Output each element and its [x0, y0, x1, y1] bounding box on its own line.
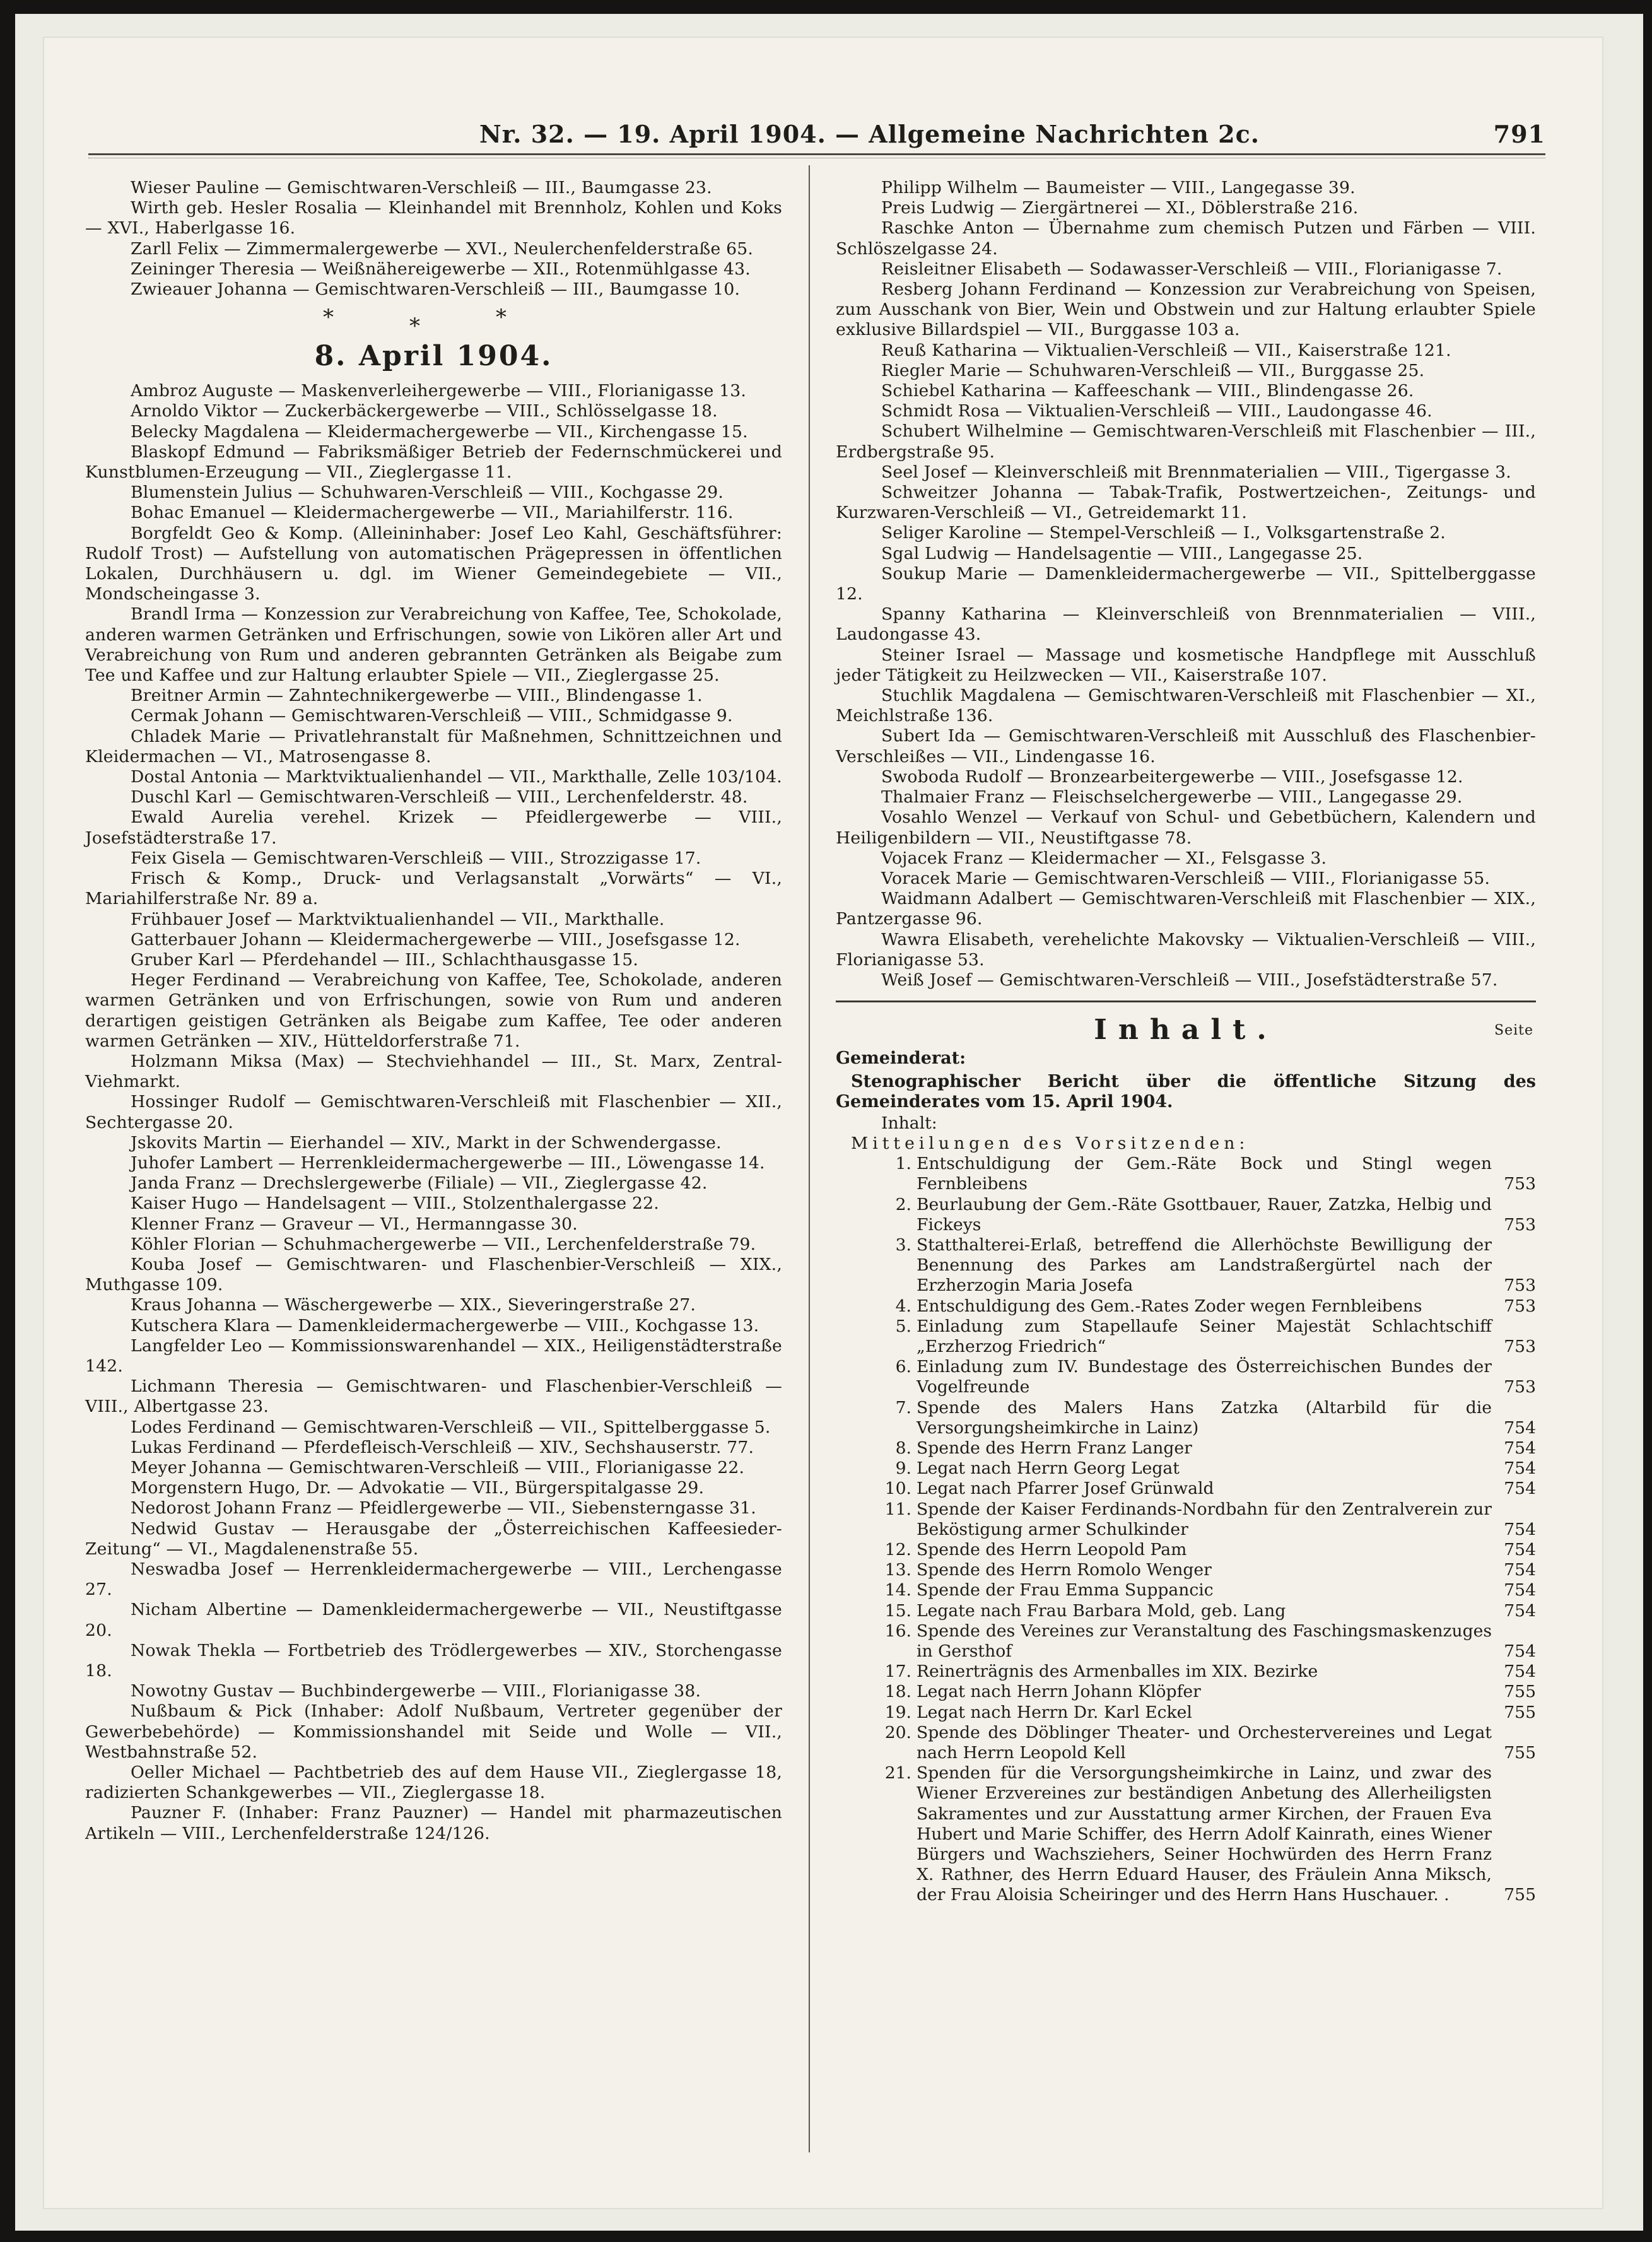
toc-item	[836, 1500, 1536, 1540]
register-entry: Jskovits Martin — Eierhandel — XIV., Markt in der Schwendergasse.	[131, 1132, 722, 1153]
register-entry: Reuß Katharina — Viktualien-Verschleiß — VII., Kaiserstraße 121.	[881, 340, 1451, 360]
toc-item-number: 11.	[884, 1499, 911, 1519]
toc-item-text: Spende der Kaiser Ferdinands-Nordbahn für den Zentralverein zur Beköstigung armer Schulkinder	[917, 1499, 1492, 1539]
register-entry: Lodes Ferdinand — Gemischtwaren-Verschleiß — VII., Spittelberggasse 5.	[131, 1417, 771, 1437]
register-entry: Frisch & Komp., Druck- und Verlagsanstalt „Vorwärts“ — VI., Mariahilferstraße Nr. 89 a.	[85, 869, 782, 909]
inhalt-title: Inhalt.	[1094, 1014, 1278, 1047]
register-entry: Arnoldo Viktor — Zuckerbäckergewerbe — VIII., Schlösselgasse 18.	[131, 401, 718, 421]
register-entry: Voracek Marie — Gemischtwaren-Verschleiß — VIII., Florianigasse 55.	[881, 868, 1491, 888]
register-entry: Stuchlik Magdalena — Gemischtwaren-Verschleiß mit Flaschenbier — XI., Meichlstraße 136.	[836, 686, 1536, 726]
register-entry: Meyer Johanna — Gemischtwaren-Verschleiß — VIII., Florianigasse 22.	[131, 1457, 745, 1477]
column-divider	[809, 165, 810, 2152]
toc-item-text: Reinerträgnis des Armenballes im XIX. Bezirke	[917, 1662, 1318, 1682]
register-entry: Zwieauer Johanna — Gemischtwaren-Verschleiß — III., Baumgasse 10.	[131, 279, 741, 300]
register-entry: Langfelder Leo — Kommissionswarenhandel — XIX., Heiligenstädterstraße 142.	[85, 1335, 782, 1376]
toc-item-text: Entschuldigung des Gem.-Rates Zoder wegen Fernbleibens	[917, 1296, 1422, 1316]
inhalt-label: Inhalt:	[881, 1113, 937, 1134]
register-entry: Seliger Karoline — Stempel-Verschleiß — I., Volksgartenstraße 2.	[881, 523, 1446, 543]
register-entry: Zeininger Theresia — Weißnähereigewerbe — XII., Rotenmühlgasse 43.	[131, 259, 751, 279]
register-entry: Hossinger Rudolf — Gemischtwaren-Verschleiß mit Flaschenbier — XII., Sechtergasse 20.	[85, 1092, 782, 1132]
toc-item-page: 754	[1504, 1539, 1536, 1559]
register-entry: Nowak Thekla — Fortbetrieb des Trödlergewerbes — XIV., Storchengasse 18.	[85, 1640, 782, 1681]
register-entry: Kouba Josef — Gemischtwaren- und Flaschenbier-Verschleiß — XIX., Muthgasse 109.	[85, 1254, 782, 1295]
register-entry: Ambroz Auguste — Maskenverleihergewerbe — VIII., Florianigasse 13.	[131, 381, 747, 401]
toc-item-text: Spende des Herrn Romolo Wenger	[917, 1560, 1212, 1580]
toc-item-page: 755	[1504, 1885, 1536, 1905]
toc-item-number: 1.	[895, 1154, 911, 1174]
toc-item-number: 19.	[884, 1702, 911, 1722]
right-entries	[836, 178, 1536, 990]
toc-item-number: 13.	[884, 1560, 911, 1580]
section-stars	[85, 305, 782, 339]
toc-item-page: 754	[1504, 1641, 1536, 1661]
toc-item-page: 754	[1504, 1519, 1536, 1539]
toc-item	[836, 1317, 1536, 1357]
register-entry: Spanny Katharina — Kleinverschleiß von Brennmaterialien — VIII., Laudongasse 43.	[836, 604, 1536, 645]
toc-item	[836, 1560, 1536, 1580]
register-entry: Belecky Magdalena — Kleidermachergewerbe — VII., Kirchengasse 15.	[131, 421, 748, 442]
register-entry: Chladek Marie — Privatlehranstalt für Maßnehmen, Schnittzeichnen und Kleidermachen — VI., Matrosengasse 8.	[85, 726, 782, 766]
register-entry: Frühbauer Josef — Marktviktualienhandel — VII., Markthalle.	[131, 909, 665, 929]
register-entry: Schiebel Katharina — Kaffeeschank — VIII., Blindengasse 26.	[881, 381, 1414, 401]
toc-item-number: 8.	[895, 1438, 911, 1458]
toc-item-number: 9.	[895, 1458, 911, 1479]
toc-item-page: 754	[1504, 1438, 1536, 1458]
toc-item	[836, 1662, 1536, 1682]
toc-item-text: Entschuldigung der Gem.-Räte Bock und Stingl wegen Fernbleibens	[917, 1154, 1492, 1194]
register-entry: Thalmaier Franz — Fleischselchergewerbe — VIII., Langegasse 29.	[881, 787, 1463, 807]
toc-item-number: 16.	[884, 1621, 911, 1641]
toc-item-page: 754	[1504, 1560, 1536, 1580]
register-entry: Neswadba Josef — Herrenkleidermachergewerbe — VIII., Lerchengasse 27.	[85, 1559, 782, 1600]
register-entry: Waidmann Adalbert — Gemischtwaren-Verschleiß mit Flaschenbier — XIX., Pantzergasse 96.	[836, 889, 1536, 929]
toc-item-text: Legat nach Herrn Georg Legat	[917, 1458, 1180, 1479]
register-entry: Juhofer Lambert — Herrenkleidermachergewerbe — III., Löwengasse 14.	[131, 1153, 765, 1173]
toc-item	[836, 1763, 1536, 1905]
register-entry: Ewald Aurelia verehel. Krizek — Pfeidlergewerbe — VIII., Josefstädterstraße 17.	[85, 807, 782, 848]
toc-item-number: 21.	[884, 1763, 911, 1783]
table-of-contents	[836, 1154, 1536, 1906]
register-entry: Soukup Marie — Damenkleidermachergewerbe — VII., Spittelberggasse 12.	[836, 563, 1536, 604]
register-entry: Schubert Wilhelmine — Gemischtwaren-Verschleiß mit Flaschenbier — III., Erdbergstraße 95.	[836, 421, 1536, 462]
register-entry: Raschke Anton — Übernahme zum chemisch Putzen und Färben — VIII. Schlöszelgasse 24.	[836, 218, 1536, 259]
seite-label: Seite	[1494, 1023, 1533, 1039]
right-column	[836, 178, 1536, 1906]
register-entry: Feix Gisela — Gemischtwaren-Verschleiß — VIII., Strozzigasse 17.	[131, 848, 701, 868]
scan-border-right	[1643, 0, 1652, 2242]
toc-item-text: Spende des Herrn Leopold Pam	[917, 1539, 1187, 1559]
toc-item-page: 754	[1504, 1662, 1536, 1682]
toc-item	[836, 1540, 1536, 1560]
toc-item-number: 4.	[895, 1296, 911, 1316]
toc-item	[836, 1580, 1536, 1600]
toc-item-text: Legate nach Frau Barbara Mold, geb. Lang	[917, 1600, 1286, 1621]
register-entry: Reisleitner Elisabeth — Sodawasser-Verschleiß — VIII., Florianigasse 7.	[881, 259, 1503, 279]
register-entry: Seel Josef — Kleinverschleiß mit Brennmaterialien — VIII., Tigergasse 3.	[881, 462, 1511, 482]
toc-item-text: Spende der Frau Emma Suppancic	[917, 1580, 1214, 1600]
toc-item	[836, 1723, 1536, 1763]
toc-item-text: Einladung zum Stapellaufe Seiner Majestät Schlachtschiff „Erzherzog Friedrich“	[917, 1316, 1492, 1356]
bericht-heading: Stenographischer Bericht über die öffentliche Sitzung des Gemeinderates vom 15. April 1904.	[836, 1072, 1536, 1112]
register-entry: Riegler Marie — Schuhwaren-Verschleiß — VII., Burggasse 25.	[881, 360, 1425, 380]
toc-item	[836, 1235, 1536, 1296]
toc-item	[836, 1398, 1536, 1438]
register-entry: Blaskopf Edmund — Fabriksmäßiger Betrieb der Federnschmückerei und Kunstblumen-Erzeugung — VII., Zieglergasse 11.	[85, 442, 782, 483]
toc-item	[836, 1703, 1536, 1723]
toc-item-page: 753	[1504, 1276, 1536, 1296]
toc-item-page: 754	[1504, 1458, 1536, 1479]
toc-item-text: Legat nach Herrn Dr. Karl Eckel	[917, 1702, 1192, 1722]
toc-item-text: Spenden für die Versorgungsheimkirche in Lainz, und zwar des Wiener Erzvereines zur beständigen Anbetung des Allerheiligsten Sakramentes und zur Ausstattung armer Kirchen, der Frauen Eva Hubert und Marie Schiffer, des Herrn Adolf Kainrath, eines Wiener Bürgers und Wachsziehers, Seiner Hochwürden des Herrn Franz X. Rathner, des Herrn Eduard Hauser, des Fräulein Anna Miksch, der Frau Aloisia Scheiringer und des Herrn Hans Huschauer. .	[917, 1763, 1492, 1905]
toc-item	[836, 1479, 1536, 1499]
register-entry: Nedorost Johann Franz — Pfeidlergewerbe — VII., Siebensterngasse 31.	[131, 1498, 756, 1518]
register-entry: Lichmann Theresia — Gemischtwaren- und Flaschenbier-Verschleiß — VIII., Albertgasse 23.	[85, 1376, 782, 1417]
register-entry: Schmidt Rosa — Viktualien-Verschleiß — VIII., Laudongasse 46.	[881, 401, 1432, 421]
register-entry: Kaiser Hugo — Handelsagent — VIII., Stolzenthalergasse 22.	[131, 1194, 659, 1214]
toc-item-page: 754	[1504, 1479, 1536, 1499]
toc-item	[836, 1154, 1536, 1194]
register-entry: Wirth geb. Hesler Rosalia — Kleinhandel mit Brennholz, Kohlen und Koks — XVI., Haberlgasse 16.	[85, 198, 782, 238]
register-entry: Blumenstein Julius — Schuhwaren-Verschleiß — VIII., Kochgasse 29.	[131, 483, 724, 503]
left-column	[85, 178, 782, 1844]
register-entry: Duschl Karl — Gemischtwaren-Verschleiß — VIII., Lerchenfelderstr. 48.	[131, 787, 748, 807]
toc-item	[836, 1357, 1536, 1397]
toc-item	[836, 1682, 1536, 1702]
toc-item	[836, 1601, 1536, 1621]
toc-item-text: Spende des Döblinger Theater- und Orchestervereines und Legat nach Herrn Leopold Kell	[917, 1722, 1492, 1763]
header-title: Nr. 32. — 19. April 1904. — Allgemeine Nachrichten 2c.	[479, 120, 1260, 148]
toc-item-text: Spende des Herrn Franz Langer	[917, 1438, 1192, 1458]
toc-item-number: 12.	[884, 1539, 911, 1559]
register-entry: Bohac Emanuel — Kleidermachergewerbe — VII., Mariahilferstr. 116.	[131, 503, 734, 523]
toc-item	[836, 1296, 1536, 1317]
toc-item-number: 10.	[884, 1479, 911, 1499]
toc-item-number: 18.	[884, 1682, 911, 1702]
page-number: 791	[1493, 120, 1545, 148]
register-entry: Wieser Pauline — Gemischtwaren-Verschleiß — III., Baumgasse 23.	[131, 178, 712, 197]
toc-item-page: 754	[1504, 1580, 1536, 1600]
toc-item-number: 6.	[895, 1357, 911, 1377]
register-entry: Holzmann Miksa (Max) — Stechviehhandel — III., St. Marx, Zentral-Viehmarkt.	[85, 1051, 782, 1092]
toc-item-number: 17.	[884, 1662, 911, 1682]
toc-item	[836, 1458, 1536, 1479]
toc-item-text: Legat nach Herrn Johann Klöpfer	[917, 1682, 1201, 1702]
toc-item-number: 3.	[895, 1235, 911, 1255]
toc-item	[836, 1195, 1536, 1235]
register-entry: Resberg Johann Ferdinand — Konzession zur Verabreichung von Speisen, zum Ausschank von Bier, Wein und Obstwein und zur Haltung erlaubter Spiele exklusive Billardspiel — VII., Burggasse 103 a.	[836, 279, 1536, 340]
register-entry: Nicham Albertine — Damenkleidermachergewerbe — VII., Neustiftgasse 20.	[85, 1600, 782, 1640]
toc-item-page: 753	[1504, 1214, 1536, 1235]
toc-item	[836, 1438, 1536, 1458]
toc-item-text: Statthalterei-Erlaß, betreffend die Allerhöchste Bewilligung der Benennung des Parkes am Landstraßergürtel nach der Erzherzogin Maria Josefa	[917, 1235, 1492, 1296]
toc-item-page: 753	[1504, 1174, 1536, 1194]
toc-item-page: 755	[1504, 1682, 1536, 1702]
register-entry: Cermak Johann — Gemischtwaren-Verschleiß — VIII., Schmidgasse 9.	[131, 706, 733, 726]
register-entry: Brandl Irma — Konzession zur Verabreichung von Kaffee, Tee, Schokolade, anderen warmen Getränken und Erfrischungen, sowie von Likören aller Art und Verabreichung von Rum und anderen gebrannten Getränken als Beigabe zum Tee und Kaffee und zur Haltung erlaubter Spiele — VII., Zieglergasse 25.	[85, 604, 782, 686]
register-entry: Vosahlo Wenzel — Verkauf von Schul- und Gebetbüchern, Kalendern und Heiligenbildern — VII., Neustiftgasse 78.	[836, 807, 1536, 848]
register-entry: Schweitzer Johanna — Tabak-Trafik, Postwertzeichen-, Zeitungs- und Kurzwaren-Verschleiß — VI., Getreidemarkt 11.	[836, 483, 1536, 523]
toc-item-number: 7.	[895, 1397, 911, 1417]
toc-item-page: 755	[1504, 1702, 1536, 1722]
register-entry: Morgenstern Hugo, Dr. — Advokatie — VII., Bürgerspitalgasse 29.	[131, 1478, 705, 1498]
toc-item-number: 14.	[884, 1580, 911, 1600]
register-entry: Zarll Felix — Zimmermalergewerbe — XVI., Neulerchenfelderstraße 65.	[131, 238, 753, 259]
toc-item-page: 755	[1504, 1743, 1536, 1763]
toc-item-number: 2.	[895, 1194, 911, 1214]
section-date-heading: 8. April 1904.	[314, 340, 553, 373]
register-entry: Dostal Antonia — Marktviktualienhandel — VII., Markthalle, Zelle 103/104.	[131, 767, 782, 787]
star: *	[496, 305, 544, 331]
register-entry: Nedwid Gustav — Herausgabe der „Österreichischen Kaffeesieder-Zeitung“ — VI., Magdalenenstraße 55.	[85, 1518, 782, 1559]
register-entry: Nowotny Gustav — Buchbindergewerbe — VIII., Florianigasse 38.	[131, 1681, 701, 1701]
left-top-entries	[85, 178, 782, 300]
register-entry: Nußbaum & Pick (Inhaber: Adolf Nußbaum, Vertreter gegenüber der Gewerbebehörde) — Kommissionshandel mit Seide und Wolle — VII., Westbahnstraße 52.	[85, 1701, 782, 1762]
toc-item-page: 753	[1504, 1336, 1536, 1356]
star: *	[409, 314, 458, 339]
toc-item-text: Legat nach Pfarrer Josef Grünwald	[917, 1479, 1214, 1499]
toc-item	[836, 1621, 1536, 1662]
register-entry: Preis Ludwig — Ziergärtnerei — XI., Döblerstraße 216.	[881, 198, 1359, 218]
toc-item-page: 753	[1504, 1296, 1536, 1316]
register-entry: Vojacek Franz — Kleidermacher — XI., Felsgasse 3.	[881, 848, 1327, 868]
scan-border-top	[0, 0, 1652, 14]
register-entry: Heger Ferdinand — Verabreichung von Kaffee, Tee, Schokolade, anderen warmen Getränken und von Erfrischungen, sowie von Rum und anderen derartigen geistigen Getränken als Beigabe zum Kaffee, Tee oder anderen warmen Getränken — XIV., Hütteldorferstraße 71.	[85, 970, 782, 1051]
register-entry: Subert Ida — Gemischtwaren-Verschleiß mit Ausschluß des Flaschenbier-Verschleißes — VII., Lindengasse 16.	[836, 726, 1536, 766]
toc-item-text: Beurlaubung der Gem.-Räte Gsottbauer, Rauer, Zatzka, Helbig und Fickeys	[917, 1194, 1492, 1235]
register-entry: Gatterbauer Johann — Kleidermachergewerbe — VIII., Josefsgasse 12.	[131, 929, 741, 949]
register-entry: Pauzner F. (Inhaber: Franz Pauzner) — Handel mit pharmazeutischen Artikeln — VIII., Lerchenfelderstraße 124/126.	[85, 1803, 782, 1843]
star: *	[323, 305, 372, 331]
inhalt-heading	[836, 1014, 1536, 1048]
register-entry: Köhler Florian — Schuhmachergewerbe — VII., Lerchenfelderstraße 79.	[131, 1234, 756, 1254]
left-entries	[85, 381, 782, 1844]
register-entry: Breitner Armin — Zahntechnikergewerbe — VIII., Blindengasse 1.	[131, 686, 703, 706]
register-entry: Wawra Elisabeth, verehelichte Makovsky — Viktualien-Verschleiß — VIII., Florianigasse 53.	[836, 929, 1536, 970]
register-entry: Klenner Franz — Graveur — VI., Hermanngasse 30.	[131, 1214, 578, 1234]
register-entry: Borgfeldt Geo & Komp. (Alleininhaber: Josef Leo Kahl, Geschäftsführer: Rudolf Trost) — Aufstellung von automatischen Prägepressen in öffentlichen Lokalen, Durchhäusern u. dgl. im Wiener Gemeindegebiete — VII., Mondscheingasse 3.	[85, 523, 782, 604]
register-entry: Oeller Michael — Pachtbetrieb des auf dem Hause VII., Zieglergasse 18, radizierten Schankgewerbes — VII., Zieglergasse 18.	[85, 1763, 782, 1803]
scan-border-left	[0, 0, 15, 2242]
toc-item-number: 5.	[895, 1316, 911, 1336]
register-entry: Weiß Josef — Gemischtwaren-Verschleiß — VIII., Josefstädterstraße 57.	[881, 970, 1498, 990]
page-header	[442, 120, 1552, 151]
scan-border-bottom	[0, 2231, 1652, 2242]
toc-item-page: 754	[1504, 1600, 1536, 1621]
register-entry: Philipp Wilhelm — Baumeister — VIII., Langegasse 39.	[881, 178, 1356, 197]
inhalt-separator	[836, 1001, 1536, 1002]
register-entry: Lukas Ferdinand — Pferdefleisch-Verschleiß — XIV., Sechshauserstr. 77.	[131, 1437, 754, 1457]
register-entry: Janda Franz — Drechslergewerbe (Filiale) — VII., Zieglergasse 42.	[131, 1173, 708, 1194]
header-rule	[88, 153, 1545, 159]
toc-item-page: 753	[1504, 1377, 1536, 1397]
mitteilungen-heading: Mitteilungen des Vorsitzenden:	[851, 1134, 1250, 1154]
toc-item-number: 20.	[884, 1722, 911, 1742]
toc-item-text: Einladung zum IV. Bundestage des Österreichischen Bundes der Vogelfreunde	[917, 1357, 1492, 1397]
register-entry: Swoboda Rudolf — Bronzearbeitergewerbe — VIII., Josefsgasse 12.	[881, 766, 1463, 787]
gemeinderat-heading: Gemeinderat:	[836, 1048, 966, 1069]
register-entry: Steiner Israel — Massage und kosmetische Handpflege mit Ausschluß jeder Tätigkeit zu Heilzwecken — VII., Kaiserstraße 107.	[836, 645, 1536, 685]
register-entry: Kutschera Klara — Damenkleidermachergewerbe — VIII., Kochgasse 13.	[131, 1315, 759, 1335]
toc-item-text: Spende des Malers Hans Zatzka (Altarbild für die Versorgungsheimkirche in Lainz)	[917, 1397, 1492, 1438]
toc-item-text: Spende des Vereines zur Veranstaltung des Faschingsmaskenzuges in Gersthof	[917, 1621, 1492, 1661]
toc-item-number: 15.	[884, 1600, 911, 1621]
register-entry: Kraus Johanna — Wäschergewerbe — XIX., Sieveringerstraße 27.	[131, 1295, 696, 1315]
register-entry: Gruber Karl — Pferdehandel — III., Schlachthausgasse 15.	[131, 949, 639, 970]
register-entry: Sgal Ludwig — Handelsagentie — VIII., Langegasse 25.	[881, 543, 1363, 563]
toc-item-page: 754	[1504, 1417, 1536, 1438]
